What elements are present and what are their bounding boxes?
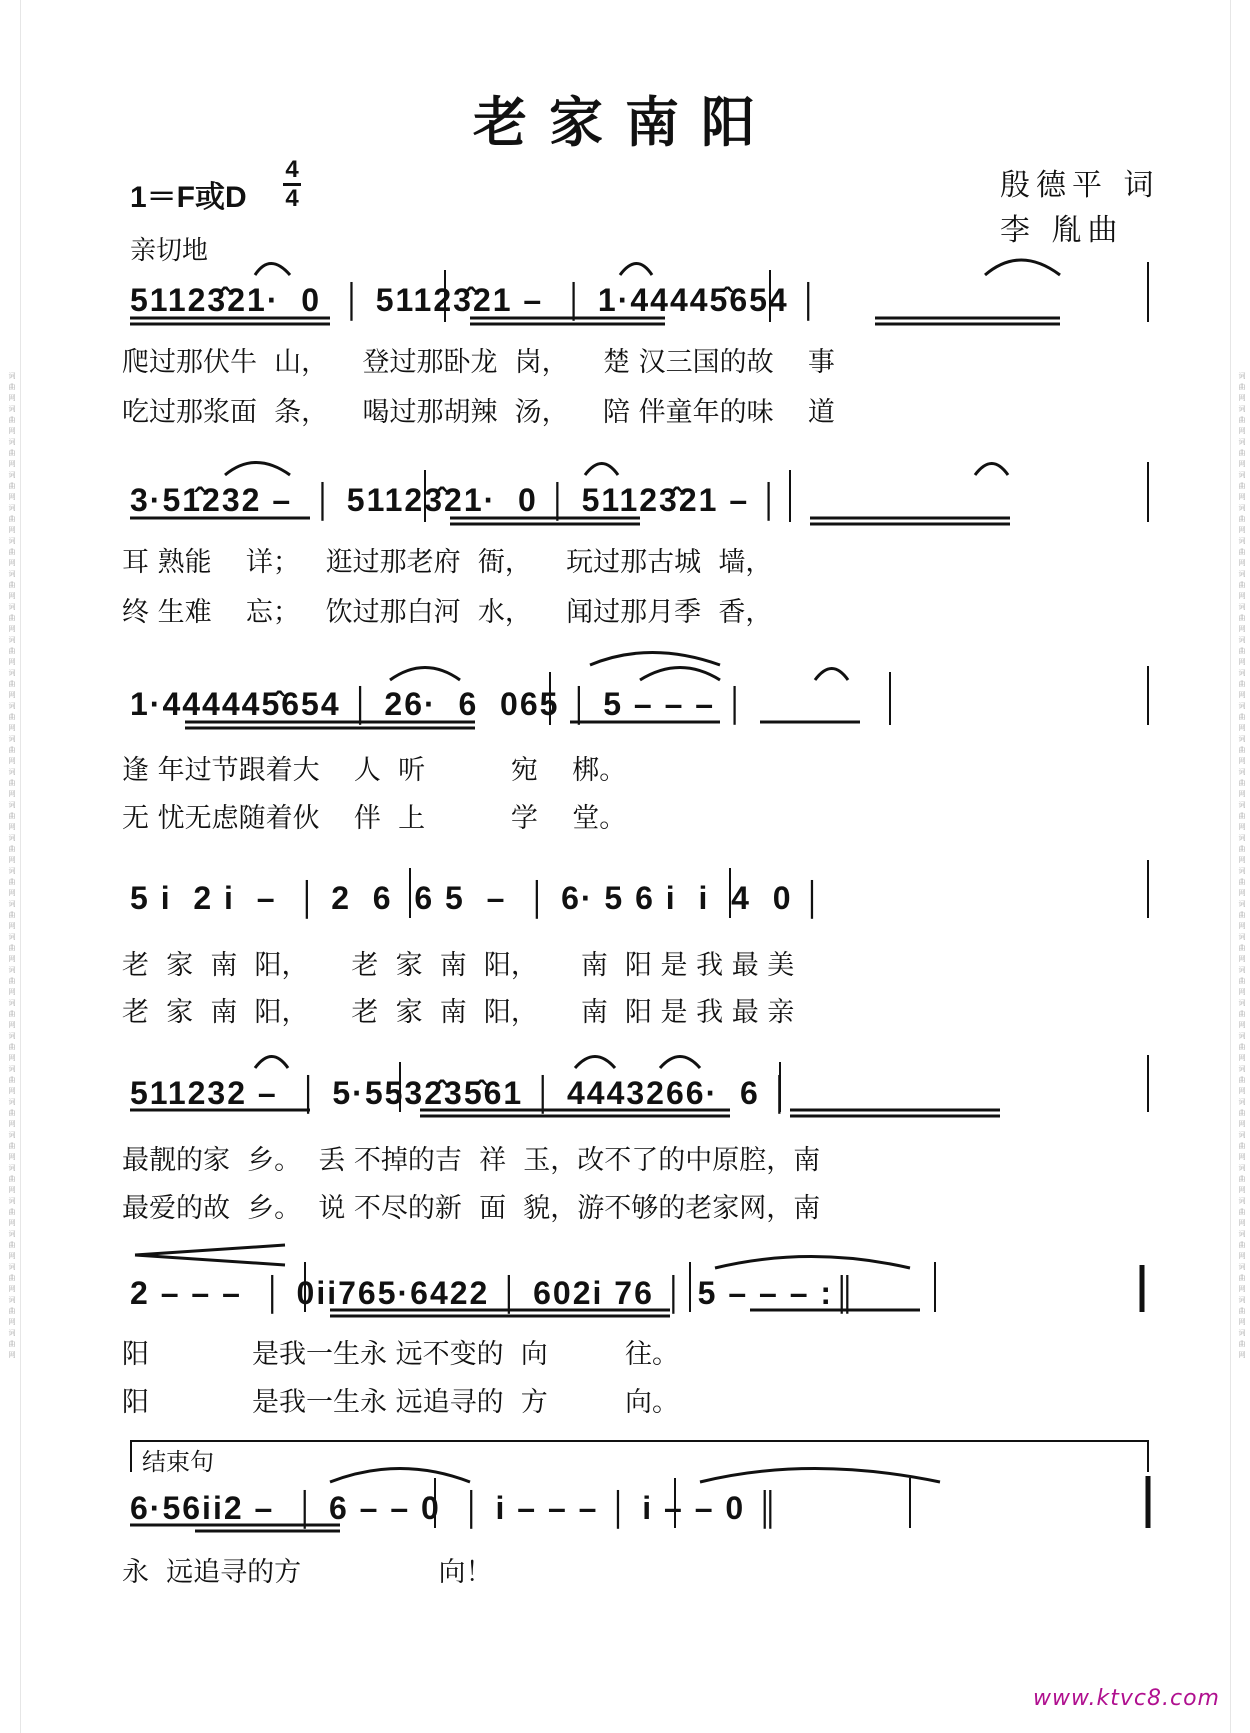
margin-watermark-left: 词曲网词曲网词曲网词曲网词曲网词曲网词曲网词曲网词曲网词曲网词曲网词曲网词曲网词曲网词曲网词曲网词曲网词曲网词曲网词曲网词曲网词曲网词曲网词曲网词曲网词曲网词曲网词曲网词曲网词曲网 xyxy=(8,371,16,1362)
ending-label: 结束句 xyxy=(142,1448,214,1476)
composer-credit: 李 胤曲 xyxy=(1000,213,1124,248)
slur xyxy=(815,669,848,681)
slur xyxy=(975,464,1008,476)
slur xyxy=(255,1057,288,1069)
lyric-row-2-verse-2: 终 生难 忘； 饮过那白河 水， 闻过那月季 香， xyxy=(122,597,773,628)
slur xyxy=(590,653,720,666)
lyric-row-1-verse-2: 吃过那浆面 条， 喝过那胡辣 汤， 陪 伴童年的味 道 xyxy=(122,397,835,428)
slur xyxy=(640,668,720,681)
time-signature-bottom: 4 xyxy=(285,185,299,212)
slur xyxy=(985,260,1060,275)
lyric-row-7-verse-1: 永 远追寻的方 向！ xyxy=(122,1557,493,1588)
key-signature: 1＝F或D xyxy=(130,181,247,214)
page-title: 老家南阳 xyxy=(473,90,777,154)
lyricist-credit: 殷德平 词 xyxy=(1000,168,1160,203)
slur xyxy=(330,1469,470,1483)
notation-row-2: 3·51̂232 – │ 51123̂21· 0 │ 51123̂21 – │ xyxy=(130,482,783,518)
slur xyxy=(225,463,290,476)
margin-watermark-right: 词曲网词曲网词曲网词曲网词曲网词曲网词曲网词曲网词曲网词曲网词曲网词曲网词曲网词曲网词曲网词曲网词曲网词曲网词曲网词曲网词曲网词曲网词曲网词曲网词曲网词曲网词曲网词曲网词曲网词曲网 xyxy=(1238,371,1246,1362)
tempo-marking: 亲切地 xyxy=(130,236,209,266)
notation-row-1: 51123̂21· 0 │ 51123̂21 – │ 1·44445̂654 │ xyxy=(130,282,822,318)
slur xyxy=(660,1057,700,1069)
lyric-row-1-verse-1: 爬过那伏牛 山， 登过那卧龙 岗， 楚 汉三国的故 事 xyxy=(122,347,835,378)
lyric-row-5-verse-2: 最爱的故 乡。 说 不尽的新 面 貌，游不够的老家网，南 xyxy=(122,1193,821,1224)
lyric-row-2-verse-1: 耳 熟能 详； 逛过那老府 衙， 玩过那古城 墙， xyxy=(122,547,773,578)
site-watermark: www.ktvc8.com xyxy=(1032,1686,1220,1711)
lyric-row-5-verse-1: 最靓的家 乡。 丢 不掉的吉 祥 玉，改不了的中原腔，南 xyxy=(122,1145,821,1176)
slur xyxy=(715,1257,910,1269)
lyric-row-6-verse-1: 阳 是我一生永 远不变的 向 往。 xyxy=(122,1339,679,1370)
slur xyxy=(700,1469,940,1483)
notation-row-6: 2 – – – │ 0ii765·6422 │ 602i 76 │ 5 – – – :║ xyxy=(130,1275,858,1311)
lyric-row-6-verse-2: 阳 是我一生永 远追寻的 方 向。 xyxy=(122,1387,679,1418)
slur xyxy=(620,264,652,276)
notation-row-4: 5 i 2 i – │ 2 6 6 5 – │ 6· 5 6 i i 4 0 │ xyxy=(130,880,826,916)
lyric-row-4-verse-1: 老 家 南 阳， 老 家 南 阳， 南 阳 是 我 最 美 xyxy=(122,950,795,981)
slur xyxy=(390,668,460,681)
lyric-row-3-verse-1: 逢 年过节跟着大 人 听 宛 梆。 xyxy=(122,755,627,786)
notation-row-5: 511232 – │ 5·5532̂35̂61 │ 4443266· 6 │ xyxy=(130,1075,793,1111)
time-signature-top: 4 xyxy=(285,156,299,183)
slur xyxy=(255,264,290,276)
notation-row-7: 6·56ii2 – │ 6 – – 0 │ i – – – │ i – – 0 ║ xyxy=(130,1490,781,1526)
notation-row-3: 1·444445̂654 │ 26· 6 065 │ 5 – – – │ xyxy=(130,686,748,722)
lyric-row-3-verse-2: 无 忧无虑随着伙 伴 上 学 堂。 xyxy=(122,803,627,834)
lyric-row-4-verse-2: 老 家 南 阳， 老 家 南 阳， 南 阳 是 我 最 亲 xyxy=(122,997,795,1028)
crescendo-hairpin xyxy=(135,1245,285,1265)
slur xyxy=(585,464,618,476)
slur xyxy=(575,1057,615,1069)
